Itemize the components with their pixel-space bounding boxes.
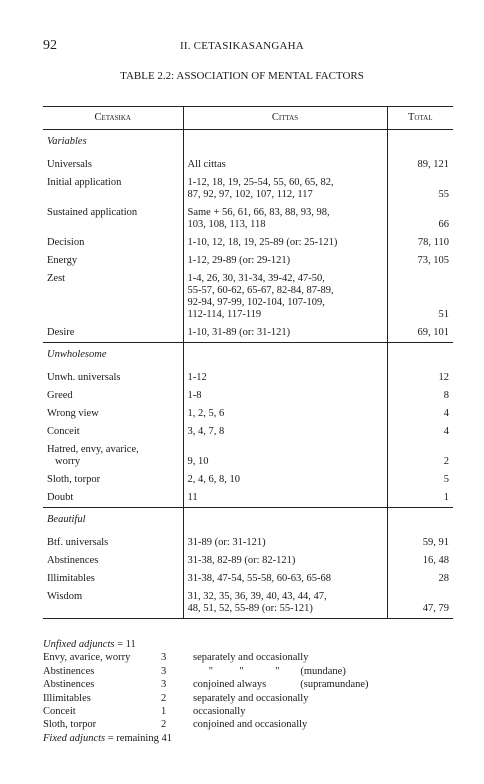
- total-line: 47, 79: [422, 603, 449, 614]
- total-line: 59, 91: [422, 537, 449, 548]
- cetasika-cell: [43, 471, 183, 489]
- cetasika-cell: [43, 441, 183, 471]
- cetasika-name: Universals: [47, 159, 92, 170]
- cetasika-name: Sloth, torpor: [47, 474, 101, 485]
- section-title-spacer: [387, 130, 453, 157]
- cetasika-name: Illimitables: [47, 573, 95, 584]
- cetasika-name: Energy: [47, 255, 78, 266]
- cittas-cell: [183, 156, 387, 174]
- section-title-row: [43, 130, 453, 157]
- cetasika-cell: [43, 588, 183, 619]
- cittas-cell: [183, 204, 387, 234]
- cetasika-cell: [43, 423, 183, 441]
- cittas-cell: [183, 387, 387, 405]
- total-line: 4: [443, 408, 449, 419]
- adjunct-row: [43, 678, 463, 691]
- cetasika-name: Btf. universals: [47, 537, 109, 548]
- adjunct-row: [43, 718, 463, 731]
- cittas-line: 2, 4, 6, 8, 10: [187, 474, 240, 485]
- table-row: [43, 156, 453, 174]
- total-cell: [387, 252, 453, 270]
- cittas-line: [188, 444, 383, 456]
- adjunct-note: occasionally: [193, 706, 246, 718]
- cittas-cell: [183, 471, 387, 489]
- total-line: 28: [438, 573, 449, 584]
- adjunct-note: separately and occasionally: [193, 652, 309, 664]
- section-title: Beautiful: [43, 508, 183, 535]
- adjunct-note: " " " (mundane): [193, 665, 346, 677]
- total-cell: [387, 534, 453, 552]
- adjunct-note: conjoined always (supramundane): [193, 679, 369, 691]
- cittas-line: 9, 10: [187, 456, 209, 467]
- cittas-cell: [183, 570, 387, 588]
- table-row: [43, 471, 453, 489]
- total-line: 1: [443, 492, 449, 503]
- cittas-cell: [183, 405, 387, 423]
- cittas-line: 3, 4, 7, 8: [187, 426, 225, 437]
- cetasika-name: Greed: [47, 390, 73, 401]
- total-line: 89, 121: [417, 159, 449, 170]
- header-cittas: Cittas: [183, 107, 387, 130]
- table-row: [43, 489, 453, 508]
- adjunct-count: 3: [161, 679, 167, 691]
- total-line: [392, 444, 450, 456]
- total-cell: [387, 270, 453, 324]
- table-row: [43, 405, 453, 423]
- adjunct-count: 1: [161, 706, 167, 718]
- mental-factors-table-container: [43, 106, 453, 619]
- cetasika-name: Decision: [47, 237, 85, 248]
- cetasika-cell: [43, 489, 183, 508]
- table-row: [43, 570, 453, 588]
- total-cell: [387, 234, 453, 252]
- adjunct-name: Conceit: [43, 706, 76, 718]
- table-row: [43, 324, 453, 343]
- adjunct-count: 3: [161, 665, 167, 677]
- fixed-adjuncts-value: = remaining 41: [107, 732, 172, 744]
- total-line: 51: [438, 309, 449, 320]
- cittas-line: 1-8: [187, 390, 202, 401]
- table-row: [43, 270, 453, 324]
- table-row: [43, 423, 453, 441]
- section-title-spacer: [183, 508, 387, 535]
- cittas-cell: [183, 270, 387, 324]
- total-line: [392, 591, 450, 603]
- total-line: [392, 273, 450, 285]
- total-cell: [387, 570, 453, 588]
- total-line: 69, 101: [417, 327, 449, 338]
- table-header-row: [43, 107, 453, 130]
- cittas-line: 103, 108, 113, 118: [187, 219, 266, 230]
- cittas-line: 1-4, 26, 30, 31-34, 39-42, 47-50,: [187, 273, 325, 284]
- cittas-cell: [183, 174, 387, 204]
- cittas-line: 31, 32, 35, 36, 39, 40, 43, 44, 47,: [187, 591, 327, 602]
- cetasika-cell: [43, 174, 183, 204]
- total-line: 73, 105: [417, 255, 449, 266]
- cittas-cell: [183, 588, 387, 619]
- cetasika-cell: [43, 552, 183, 570]
- total-cell: [387, 324, 453, 343]
- adjunct-name: Abstinences: [43, 679, 95, 691]
- section-title-spacer: [387, 508, 453, 535]
- cetasika-name: Sustained application: [47, 207, 138, 218]
- fixed-adjuncts-line: [43, 732, 463, 745]
- cetasika-name: Abstinences: [47, 555, 99, 566]
- section-title-row: [43, 343, 453, 370]
- table-row: [43, 369, 453, 387]
- adjunct-row: [43, 692, 463, 705]
- total-line: 8: [443, 390, 449, 401]
- cetasika-cell: [43, 534, 183, 552]
- cetasika-cell: [43, 324, 183, 343]
- total-cell: [387, 489, 453, 508]
- table-row: [43, 441, 453, 471]
- section-title: Variables: [43, 130, 183, 157]
- total-cell: [387, 441, 453, 471]
- total-line: 78, 110: [417, 237, 449, 248]
- cetasika-cell: [43, 405, 183, 423]
- unfixed-adjuncts-value: = 11: [117, 639, 136, 650]
- section-title-row: [43, 508, 453, 535]
- cetasika-name: Initial application: [47, 177, 122, 188]
- cetasika-cell: [43, 204, 183, 234]
- adjunct-note: conjoined and occasionally: [193, 719, 308, 731]
- cittas-line: 1, 2, 5, 6: [187, 408, 225, 419]
- page-number: 92: [43, 38, 57, 53]
- table-row: [43, 534, 453, 552]
- cittas-line: All cittas: [187, 159, 226, 170]
- adjunct-row: [43, 651, 463, 664]
- unfixed-adjuncts-label: Unfixed adjuncts: [43, 639, 115, 650]
- cittas-line: 31-38, 47-54, 55-58, 60-63, 65-68: [187, 573, 331, 584]
- cetasika-name: Doubt: [47, 492, 74, 503]
- total-line: 12: [438, 372, 449, 383]
- cittas-line: 92-94, 97-99, 102-104, 107-109,: [187, 297, 325, 308]
- total-line: 5: [443, 474, 449, 485]
- fixed-adjuncts-label: Fixed adjuncts: [43, 732, 106, 744]
- total-line: [392, 297, 450, 309]
- table-row: [43, 174, 453, 204]
- section-title-spacer: [183, 343, 387, 370]
- cittas-line: 11: [187, 492, 198, 503]
- cetasika-name: Unwh. universals: [47, 372, 121, 383]
- adjunct-row: [43, 705, 463, 718]
- adjunct-name: Envy, avarice, worry: [43, 652, 131, 664]
- total-cell: [387, 423, 453, 441]
- adjunct-count: 2: [161, 692, 167, 704]
- section-title: Unwholesome: [43, 343, 183, 370]
- table-row: [43, 252, 453, 270]
- table-row: [43, 588, 453, 619]
- adjunct-name: Illimitables: [43, 692, 91, 704]
- cetasika-name: Desire: [47, 327, 75, 338]
- total-line: 16, 48: [422, 555, 449, 566]
- total-cell: [387, 588, 453, 619]
- total-line: [392, 285, 450, 297]
- total-line: [392, 177, 450, 189]
- cetasika-cell: [43, 252, 183, 270]
- cittas-line: 1-10, 31-89 (or: 31-121): [187, 327, 291, 338]
- adjuncts-list: [43, 651, 463, 731]
- total-cell: [387, 471, 453, 489]
- total-cell: [387, 204, 453, 234]
- table-body: [43, 130, 453, 619]
- section-title-spacer: [387, 343, 453, 370]
- cittas-cell: [183, 423, 387, 441]
- unfixed-adjuncts-heading: [43, 638, 463, 651]
- cittas-line: 112-114, 117-119: [187, 309, 262, 320]
- cittas-line: 31-89 (or: 31-121): [187, 537, 266, 548]
- table-row: [43, 204, 453, 234]
- cetasika-cell: [43, 387, 183, 405]
- total-cell: [387, 156, 453, 174]
- cittas-cell: [183, 252, 387, 270]
- adjunct-name: Sloth, torpor: [43, 719, 97, 731]
- cittas-line: 48, 51, 52, 55-89 (or: 55-121): [187, 603, 313, 614]
- cittas-line: Same + 56, 61, 66, 83, 88, 93, 98,: [187, 207, 330, 218]
- header-cetasika: Cetasika: [43, 107, 183, 130]
- cittas-cell: [183, 369, 387, 387]
- total-line: 66: [438, 219, 449, 230]
- header-total: Total: [387, 107, 453, 130]
- cetasika-name: Zest: [47, 273, 66, 284]
- total-line: 2: [443, 456, 449, 467]
- table-caption: TABLE 2.2: ASSOCIATION OF MENTAL FACTORS: [120, 70, 364, 82]
- cetasika-name: Conceit: [47, 426, 80, 437]
- cetasika-cell: [43, 570, 183, 588]
- cetasika-name-continued: worry: [55, 456, 81, 467]
- cittas-cell: [183, 441, 387, 471]
- total-cell: [387, 387, 453, 405]
- cetasika-name: Wisdom: [47, 591, 83, 602]
- running-head: II. CETASIKASANGAHA: [180, 40, 304, 52]
- adjunct-row: [43, 665, 463, 678]
- cittas-line: 55-57, 60-62, 65-67, 82-84, 87-89,: [187, 285, 334, 296]
- cittas-line: 1-12, 18, 19, 25-54, 55, 60, 65, 82,: [187, 177, 334, 188]
- total-cell: [387, 552, 453, 570]
- table-row: [43, 552, 453, 570]
- cittas-cell: [183, 324, 387, 343]
- table-row: [43, 387, 453, 405]
- total-line: 55: [438, 189, 449, 200]
- cittas-cell: [183, 534, 387, 552]
- cetasika-cell: [43, 156, 183, 174]
- total-line: 4: [443, 426, 449, 437]
- total-cell: [387, 174, 453, 204]
- adjunct-count: 3: [161, 652, 167, 664]
- adjuncts-block: [43, 638, 463, 745]
- table-row: [43, 234, 453, 252]
- adjunct-count: 2: [161, 719, 167, 731]
- total-cell: [387, 369, 453, 387]
- cetasika-name: Hatred, envy, avarice,: [47, 444, 139, 455]
- cittas-cell: [183, 489, 387, 508]
- section-title-spacer: [183, 130, 387, 157]
- mental-factors-table: [43, 106, 453, 619]
- cittas-line: 1-10, 12, 18, 19, 25-89 (or: 25-121): [187, 237, 338, 248]
- adjunct-name: Abstinences: [43, 665, 95, 677]
- cittas-cell: [183, 234, 387, 252]
- cittas-line: 1-12, 29-89 (or: 29-121): [187, 255, 291, 266]
- adjunct-note: separately and occasionally: [193, 692, 309, 704]
- cittas-line: 1-12: [187, 372, 207, 383]
- cetasika-cell: [43, 234, 183, 252]
- total-line: [392, 207, 450, 219]
- total-cell: [387, 405, 453, 423]
- cetasika-cell: [43, 270, 183, 324]
- cittas-line: 87, 92, 97, 102, 107, 112, 117: [187, 189, 313, 200]
- cittas-line: 31-38, 82-89 (or: 82-121): [187, 555, 296, 566]
- cetasika-name: Wrong view: [47, 408, 99, 419]
- cittas-cell: [183, 552, 387, 570]
- cetasika-cell: [43, 369, 183, 387]
